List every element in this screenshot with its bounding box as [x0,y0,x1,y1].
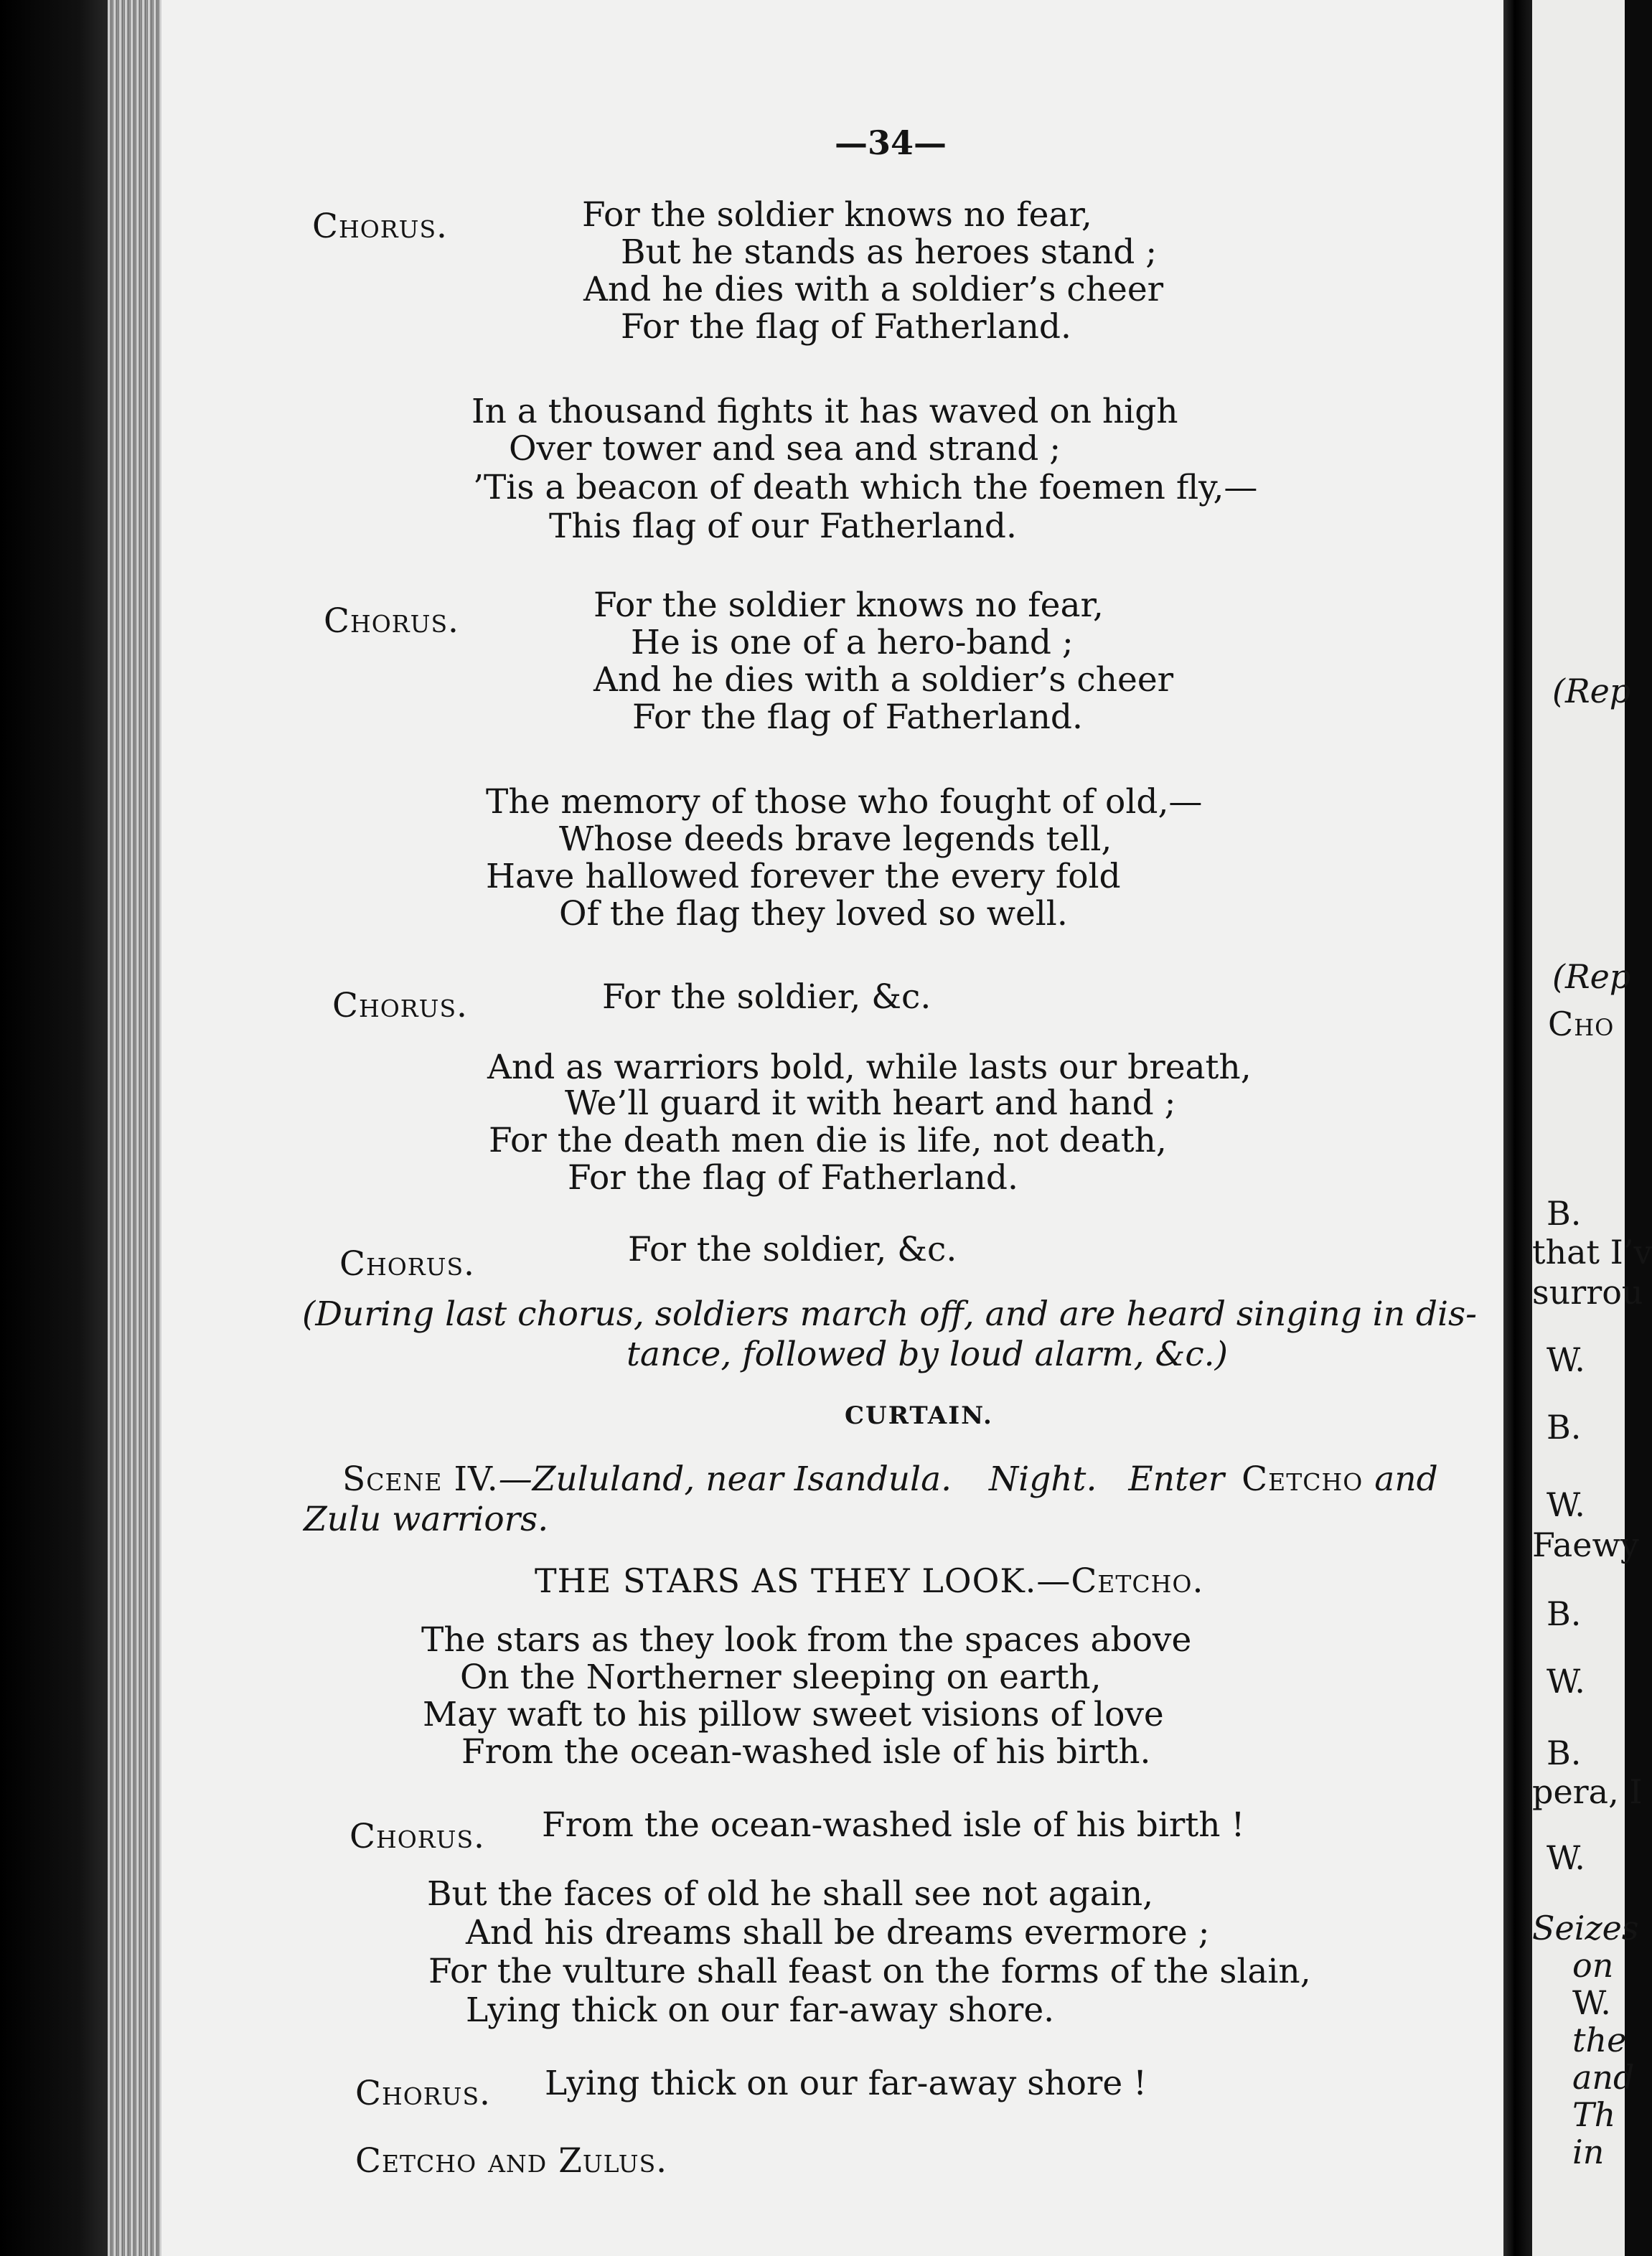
book-spine [1503,0,1532,2256]
next-page-text: pera, I [1532,1772,1643,1811]
stage-direction: (During last chorus, soldiers march off, and are heard singing in dis- [302,1294,1478,1334]
lyric-line: The memory of those who fought of old,— [486,782,1203,822]
curtain-label: CURTAIN. [845,1401,993,1430]
book-page [161,0,1503,2256]
lyric-line: For the flag of Fatherland. [568,1158,1018,1198]
stage-direction: tance, followed by loud alarm, &c.) [626,1335,1228,1374]
lyric-line: And as warriors bold, while lasts our breath, [487,1048,1252,1087]
chorus-label: Chorus. [324,601,459,641]
next-page-text: W. [1547,1340,1585,1379]
next-page-text: and [1572,2058,1635,2097]
lyric-line: This flag of our Fatherland. [549,507,1017,546]
next-page-text: Faewy [1532,1526,1639,1564]
page-number: —34— [835,123,947,162]
lyric-line: For the soldier knows no fear, [582,195,1092,235]
lyric-line: For the soldier knows no fear, [593,586,1104,625]
next-page-text: B. [1547,1734,1582,1772]
scene-character: Cetcho [1242,1460,1364,1499]
next-page-text: (Rep [1552,957,1631,996]
lyric-line: For the soldier, &c. [602,977,931,1017]
lyric-line: But the faces of old he shall see not again, [427,1874,1154,1914]
adjacent-page-fragment [1532,0,1652,2256]
lyric-line: And his dreams shall be dreams evermore ; [466,1913,1210,1952]
lyric-line: On the Northerner sleeping on earth, [460,1658,1102,1697]
lyric-line: Over tower and sea and strand ; [509,429,1061,469]
lyric-line: For the flag of Fatherland. [632,697,1083,737]
lyric-line: From the ocean-washed isle of his birth ! [542,1805,1245,1845]
lyric-line: From the ocean-washed isle of his birth. [461,1732,1151,1772]
next-page-text: Cho [1548,1005,1615,1043]
next-page-text: B. [1547,1594,1582,1633]
lyric-line: Lying thick on our far-away shore ! [545,2064,1148,2103]
next-page-text: (Rep [1552,672,1631,710]
chorus-label: Chorus. [339,1244,475,1284]
scene-time: Night. [989,1460,1097,1499]
song-title-text: THE STARS AS THEY LOOK. [535,1561,1037,1600]
next-page-text: Seizes [1532,1909,1639,1947]
next-page-text: Th [1572,2095,1616,2134]
next-page-text: on [1572,1946,1614,1985]
lyric-line: He is one of a hero-band ; [631,623,1074,662]
lyric-line: Lying thick on our far-away shore. [466,1991,1055,2030]
chorus-label: Chorus. [312,207,448,246]
lyric-line: And he dies with a soldier’s cheer [583,270,1164,309]
lyric-line: Have hallowed forever the every fold [486,857,1121,896]
final-line: Cetcho and Zulus. [355,2141,668,2181]
scene-cont: and [1374,1460,1438,1499]
lyric-line: For the soldier, &c. [628,1230,957,1269]
lyric-line: For the flag of Fatherland. [621,307,1071,347]
scene-location: —Zululand, near Isandula. [498,1460,952,1499]
lyric-line: The stars as they look from the spaces above [421,1620,1192,1660]
lyric-line: We’ll guard it with heart and hand ; [565,1084,1176,1123]
page-edges [108,0,165,2256]
chorus-label: Chorus. [355,2074,491,2113]
lyric-line: For the vulture shall feast on the forms of the slain, [428,1952,1311,1991]
next-page-text: B. [1547,1408,1582,1447]
scene-heading-line2: Zulu warriors. [304,1500,549,1539]
next-page-text: W. [1547,1838,1585,1877]
next-page-text: W. [1572,1983,1611,2022]
song-title [535,1561,1204,1601]
scene-heading [342,1460,1438,1499]
lyric-line: Of the flag they loved so well. [559,894,1068,934]
lyric-line: May waft to his pillow sweet visions of love [423,1695,1164,1734]
next-page-text: W. [1547,1485,1585,1524]
scene-label: Scene IV. [342,1460,499,1499]
next-page-text: the [1572,2021,1627,2059]
song-singer: —Cetcho. [1036,1561,1204,1601]
scene-enter: Enter [1128,1460,1225,1499]
next-page-text: that I’v [1532,1233,1652,1272]
chorus-label: Chorus. [332,986,468,1025]
lyric-line: But he stands as heroes stand ; [621,232,1158,272]
lyric-line: For the death men die is life, not death, [489,1121,1167,1160]
lyric-line: ’Tis a beacon of death which the foemen fly,— [473,468,1258,507]
lyric-line: Whose deeds brave legends tell, [559,819,1112,859]
next-page-text: in [1572,2133,1605,2171]
next-page-text: W. [1547,1662,1585,1701]
next-page-text: B. [1547,1194,1582,1233]
next-page-text: surrou [1532,1273,1643,1312]
lyric-line: And he dies with a soldier’s cheer [593,660,1174,700]
lyric-line: In a thousand fights it has waved on high [471,392,1178,431]
chorus-label: Chorus. [349,1817,485,1856]
